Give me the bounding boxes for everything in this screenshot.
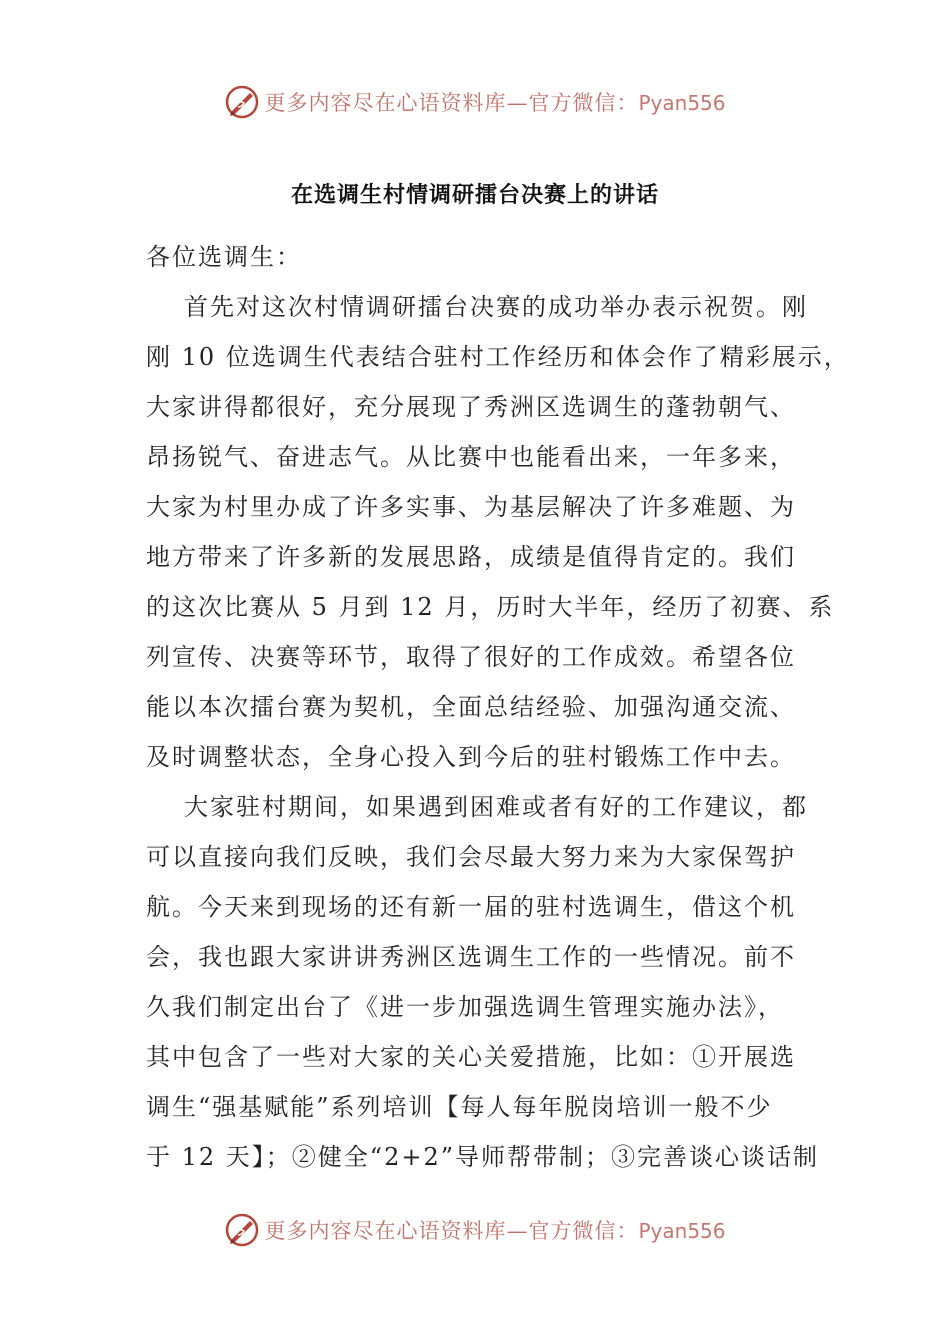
header-watermark-banner [0,80,950,124]
document-body [146,232,850,1182]
body-line: 首先对这次村情调研擂台决赛的成功举办表示祝贺。刚 [184,293,808,321]
footer-watermark-banner [0,1208,950,1252]
body-line: 航。今天来到现场的还有新一届的驻村选调生，借这个机 [146,893,796,921]
salutation: 各位选调生： [146,243,302,271]
body-line: 能以本次擂台赛为契机，全面总结经验、加强沟通交流、 [146,693,796,721]
body-line: 昂扬锐气、奋进志气。从比赛中也能看出来，一年多来， [146,443,796,471]
body-line: 大家讲得都很好，充分展现了秀洲区选调生的蓬勃朝气、 [146,393,796,421]
watermark-text: 更多内容尽在心语资料库—官方微信：Pyan556 [264,91,726,115]
body-line: 的这次比赛从 5 月到 12 月，历时大半年，经历了初赛、系 [146,593,835,621]
pen-logo-icon [224,84,260,120]
body-line: 大家驻村期间，如果遇到困难或者有好的工作建议，都 [184,793,808,821]
body-line: 地方带来了许多新的发展思路，成绩是值得肯定的。我们 [146,543,796,571]
body-line: 可以直接向我们反映，我们会尽最大努力来为大家保驾护 [146,843,796,871]
document-title: 在选调生村情调研擂台决赛上的讲话 [290,182,659,208]
pen-logo-icon [224,1212,260,1248]
body-line: 及时调整状态，全身心投入到今后的驻村锻炼工作中去。 [146,743,796,771]
body-line: 调生“强基赋能”系列培训【每人每年脱岗培训一般不少 [146,1093,773,1121]
body-line: 大家为村里办成了许多实事、为基层解决了许多难题、为 [146,493,796,521]
body-line: 列宣传、决赛等环节，取得了很好的工作成效。希望各位 [146,643,796,671]
body-line: 于 12 天】；②健全“2+2”导师帮带制；③完善谈心谈话制 [146,1143,819,1171]
body-line: 久我们制定出台了《进一步加强选调生管理实施办法》， [146,993,784,1021]
watermark-text: 更多内容尽在心语资料库—官方微信：Pyan556 [264,1219,726,1243]
body-line: 会，我也跟大家讲讲秀洲区选调生工作的一些情况。前不 [146,943,796,971]
body-line: 刚 10 位选调生代表结合驻村工作经历和体会作了精彩展示， [146,343,850,371]
body-line: 其中包含了一些对大家的关心关爱措施，比如：①开展选 [146,1043,796,1071]
